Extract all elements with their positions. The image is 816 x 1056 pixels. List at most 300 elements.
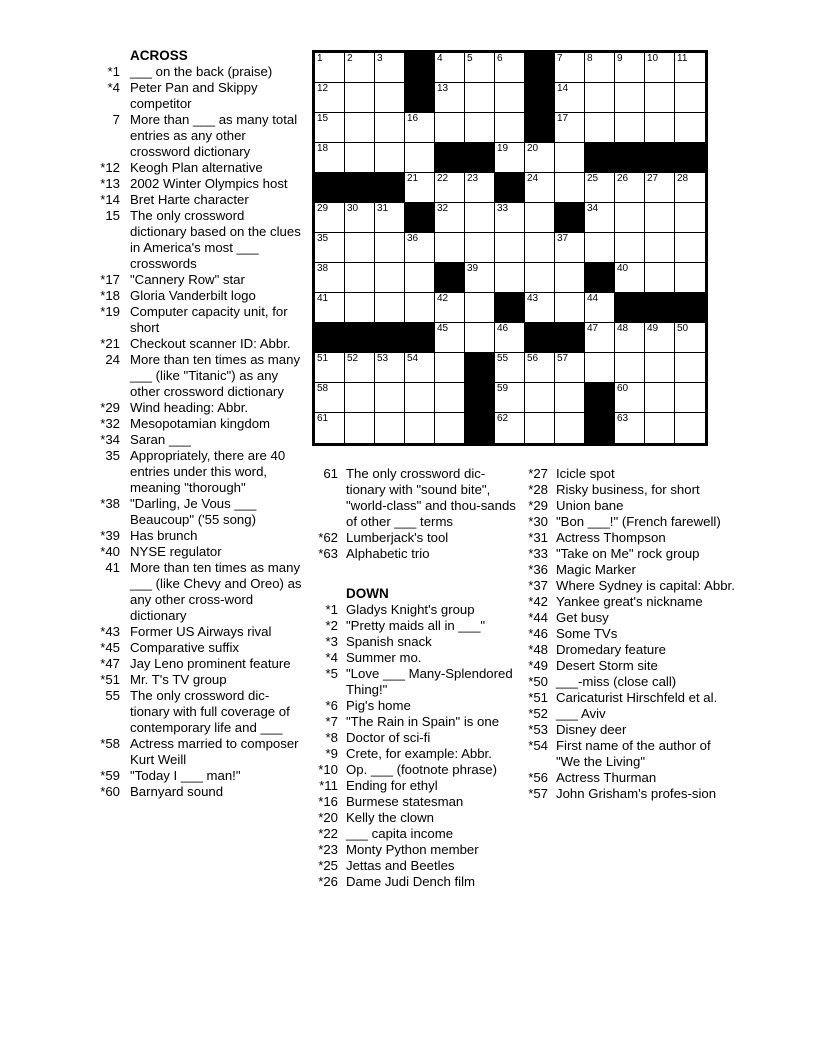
grid-cell[interactable] [585,83,615,113]
grid-cell[interactable] [555,263,585,293]
cell-number: 19 [497,143,509,154]
cell-number: 42 [437,293,449,304]
clue [306,714,518,730]
black-cell [675,143,705,173]
across-title: ACROSS [130,48,188,63]
clue-text: Dame Judi Dench film [346,874,475,889]
grid-cell[interactable] [645,383,675,413]
clue-number: *39 [100,528,120,543]
clue-number: *26 [318,874,338,889]
clue [512,610,738,626]
grid-cell[interactable] [405,383,435,413]
clue [306,602,518,618]
grid-cell[interactable] [555,173,585,203]
grid-cell[interactable] [675,263,705,293]
grid-cell[interactable] [645,413,675,443]
clue-text: Ending for ethyl [346,778,438,793]
cell-number: 58 [317,383,329,394]
clue [84,528,304,544]
grid-cell[interactable] [555,383,585,413]
clue-text: ___ on the back (praise) [130,64,273,79]
clue [84,272,304,288]
grid-cell[interactable] [555,233,585,263]
grid-cell[interactable] [525,233,555,263]
grid-cell[interactable] [675,53,705,83]
cell-number: 63 [617,413,629,424]
clue-number: *27 [528,466,548,481]
grid-cell[interactable] [585,293,615,323]
clue-text: Mr. T's TV group [130,672,227,687]
clue-text: Yankee great's nickname [556,594,703,609]
grid-cell[interactable] [435,233,465,263]
grid-cell[interactable] [525,293,555,323]
grid-cell[interactable] [435,173,465,203]
grid-cell[interactable] [465,233,495,263]
grid-cell[interactable] [555,113,585,143]
grid-cell[interactable] [585,323,615,353]
cell-number: 62 [497,413,509,424]
clue [512,706,738,722]
cell-number: 27 [647,173,659,184]
grid-cell[interactable] [585,353,615,383]
cell-number: 11 [677,53,688,64]
clue [512,658,738,674]
clue [306,698,518,714]
grid-cell[interactable] [435,323,465,353]
grid-cell[interactable] [405,173,435,203]
clue [84,416,304,432]
grid-cell[interactable] [615,413,645,443]
grid-cell[interactable] [375,353,405,383]
black-cell [585,413,615,443]
clue [512,674,738,690]
clue [84,624,304,640]
across-clue-list-continued [306,466,518,562]
grid-cell[interactable] [465,323,495,353]
grid-cell[interactable] [645,323,675,353]
black-cell [585,263,615,293]
black-cell [465,383,495,413]
grid-cell[interactable] [315,413,345,443]
clue [84,496,304,528]
clue-text: Actress married to composer Kurt Weill [130,736,299,767]
cell-number: 50 [677,323,689,334]
grid-cell[interactable] [375,263,405,293]
cell-number: 16 [407,113,419,124]
grid-cell[interactable] [645,173,675,203]
grid-cell[interactable] [435,383,465,413]
grid-cell[interactable] [525,143,555,173]
clue [84,160,304,176]
clue-text: Caricaturist Hirschfeld et al. [556,690,718,705]
grid-cell[interactable] [495,53,525,83]
grid-cell[interactable] [675,413,705,443]
clue [306,874,518,890]
grid-cell[interactable] [345,233,375,263]
grid-cell[interactable] [675,203,705,233]
clue-text: "Pretty maids all in ___" [346,618,486,633]
grid-cell[interactable] [435,413,465,443]
grid-cell[interactable] [375,83,405,113]
grid-cell[interactable] [585,53,615,83]
grid-cell[interactable] [675,323,705,353]
grid-cell[interactable] [405,143,435,173]
clue-text: ___ Aviv [556,706,606,721]
clue-number: *11 [319,778,338,793]
clue [512,722,738,738]
grid-cell[interactable] [585,113,615,143]
black-cell [405,323,435,353]
grid-cell[interactable] [315,383,345,413]
clue-number: *22 [318,826,338,841]
clue-text: Peter Pan and Skippy competitor [130,80,258,111]
grid-cell[interactable] [465,263,495,293]
grid-cell[interactable] [315,203,345,233]
black-cell [585,143,615,173]
grid-cell[interactable] [345,413,375,443]
grid-cell[interactable] [345,143,375,173]
clue-number: *57 [528,786,548,801]
clue [84,736,304,768]
grid-cell[interactable] [495,383,525,413]
grid-cell[interactable] [315,353,345,383]
clue [306,778,518,794]
grid-cell[interactable] [675,383,705,413]
grid-cell[interactable] [495,113,525,143]
clue [84,784,304,800]
cell-number: 22 [437,173,449,184]
grid-cell[interactable] [465,293,495,323]
clue-number: *50 [528,674,548,689]
grid-cell[interactable] [615,233,645,263]
clue-number: *47 [100,656,120,671]
grid-cell[interactable] [495,263,525,293]
grid-cell[interactable] [555,293,585,323]
clue-text: Gladys Knight's group [346,602,475,617]
grid-cell[interactable] [315,233,345,263]
clue-text: Jettas and Beetles [346,858,455,873]
black-cell [645,293,675,323]
across-clue-list [84,64,304,800]
clue [84,112,304,160]
cell-number: 49 [647,323,659,334]
grid-cell[interactable] [555,143,585,173]
grid-cell[interactable] [435,293,465,323]
cell-number: 38 [317,263,329,274]
grid-cell[interactable] [375,113,405,143]
clue [306,618,518,634]
clue-text: "Bon ___!" (French farewell) [556,514,721,529]
black-cell [615,143,645,173]
clue-text: Kelly the clown [346,810,434,825]
grid-cell[interactable] [315,53,345,83]
clue [512,530,738,546]
grid-cell[interactable] [465,203,495,233]
clue-number: *12 [100,160,120,175]
grid-cell[interactable] [375,203,405,233]
clue [306,466,518,530]
clue-text: Saran ___ [130,432,191,447]
grid-cell[interactable] [345,383,375,413]
clue [84,544,304,560]
grid-cell[interactable] [555,413,585,443]
clue-number: *7 [325,714,338,729]
clue [84,288,304,304]
black-cell [465,413,495,443]
clue-number: *46 [528,626,548,641]
clue-number: *62 [318,530,338,545]
grid-cell[interactable] [345,353,375,383]
clue-text: "Take on Me" rock group [556,546,700,561]
clue-number: *53 [528,722,548,737]
clue-number: *9 [325,746,338,761]
clue-text: The only crossword dic-tionary with "sound bite", "world-class" and thou-sands of other ___ terms [346,466,516,529]
grid-cell[interactable] [465,113,495,143]
grid-cell[interactable] [615,263,645,293]
clue-number: *17 [100,272,120,287]
grid-cell[interactable] [645,53,675,83]
grid-cell[interactable] [405,233,435,263]
grid-cell[interactable] [645,263,675,293]
grid-cell[interactable] [465,173,495,203]
grid-cell[interactable] [525,353,555,383]
clue [306,730,518,746]
clue-text: NYSE regulator [130,544,222,559]
clue [306,634,518,650]
clue-number: *32 [100,416,120,431]
grid-cell[interactable] [435,203,465,233]
clue-text: Get busy [556,610,609,625]
clue-number: *28 [528,482,548,497]
clue-number: *31 [528,530,548,545]
clue-text: Spanish snack [346,634,432,649]
grid-cell[interactable] [675,353,705,383]
grid-cell[interactable] [615,113,645,143]
grid-cell[interactable] [345,263,375,293]
grid-cell[interactable] [525,173,555,203]
black-cell [435,143,465,173]
clue-number: *40 [100,544,120,559]
grid-cell[interactable] [465,53,495,83]
black-cell [555,323,585,353]
cell-number: 17 [557,113,569,124]
grid-cell[interactable] [405,353,435,383]
down-title: DOWN [346,586,389,601]
grid-cell[interactable] [315,83,345,113]
grid-cell[interactable] [405,113,435,143]
grid-cell[interactable] [375,53,405,83]
clue-text: "Love ___ Many-Splendored Thing!" [346,666,513,697]
clue-number: 35 [105,448,120,463]
grid-cell[interactable] [645,233,675,263]
grid-cell[interactable] [375,143,405,173]
cell-number: 47 [587,323,599,334]
grid-cell[interactable] [675,83,705,113]
grid-cell[interactable] [615,173,645,203]
grid-cell[interactable] [435,353,465,383]
clue [306,762,518,778]
black-cell [585,383,615,413]
cell-number: 30 [347,203,359,214]
black-cell [375,323,405,353]
grid-cell[interactable] [585,203,615,233]
cell-number: 39 [467,263,479,274]
grid-cell[interactable] [615,353,645,383]
grid-cell[interactable] [375,233,405,263]
clue [84,688,304,736]
clue-number: *59 [100,768,120,783]
clue-text: Appropriately, there are 40 entries under this word, meaning "thorough" [130,448,286,495]
clue-number: *63 [318,546,338,561]
clue-number: *37 [528,578,548,593]
grid-cell[interactable] [675,173,705,203]
black-cell [525,53,555,83]
clue-number: *13 [100,176,120,191]
clue-text: Has brunch [130,528,198,543]
black-cell [675,293,705,323]
grid-cell[interactable] [645,83,675,113]
grid-cell[interactable] [465,83,495,113]
grid-cell[interactable] [345,83,375,113]
grid-cell[interactable] [405,263,435,293]
grid-cell[interactable] [435,113,465,143]
clue-text: Some TVs [556,626,618,641]
clue-number: *45 [100,640,120,655]
grid-cell[interactable] [315,143,345,173]
clue-number: *43 [100,624,120,639]
grid-cell[interactable] [345,293,375,323]
clue [512,498,738,514]
clue-number: *1 [325,602,338,617]
grid-cell[interactable] [375,383,405,413]
black-cell [465,143,495,173]
clue [512,546,738,562]
grid-cell[interactable] [345,53,375,83]
clue-text: Op. ___ (footnote phrase) [346,762,498,777]
cell-number: 9 [617,53,623,64]
black-cell [405,53,435,83]
grid-cell[interactable] [555,353,585,383]
cell-number: 46 [497,323,509,334]
cell-number: 55 [497,353,509,364]
clue-number: *20 [318,810,338,825]
grid-cell[interactable] [615,83,645,113]
grid-cell[interactable] [615,203,645,233]
cell-number: 52 [347,353,359,364]
clue-number: *51 [100,672,120,687]
grid-cell[interactable] [345,113,375,143]
black-cell [525,323,555,353]
clue-number: *38 [100,496,120,511]
clue-text: Magic Marker [556,562,636,577]
grid-cell[interactable] [675,233,705,263]
clue [84,64,304,80]
clue-number: *48 [528,642,548,657]
grid-cell[interactable] [615,383,645,413]
cell-number: 36 [407,233,419,244]
cell-number: 15 [317,113,329,124]
clue-text: Actress Thompson [556,530,666,545]
clue-text: More than ten times as many ___ (like Chevy and Oreo) as any other cross-word dictionary [130,560,302,623]
grid-cell[interactable] [615,53,645,83]
black-cell [495,173,525,203]
grid-cell[interactable] [405,413,435,443]
grid-cell[interactable] [495,203,525,233]
clue [84,672,304,688]
clue-number: *51 [528,690,548,705]
crossword-grid [312,50,708,446]
grid-cell[interactable] [585,173,615,203]
clue-number: *21 [100,336,120,351]
clue-text: Alphabetic trio [346,546,430,561]
grid-cell[interactable] [675,113,705,143]
clue [84,336,304,352]
grid-cell[interactable] [375,293,405,323]
grid-cell[interactable] [495,353,525,383]
grid-cell[interactable] [345,203,375,233]
clue [84,560,304,624]
grid-cell[interactable] [315,293,345,323]
cell-number: 20 [527,143,539,154]
grid-cell[interactable] [585,233,615,263]
clue [306,530,518,546]
clue-number: *56 [528,770,548,785]
grid-cell[interactable] [495,413,525,443]
grid-cell[interactable] [435,53,465,83]
clue [84,768,304,784]
black-cell [465,353,495,383]
black-cell [345,173,375,203]
black-cell [315,173,345,203]
right-clues-column [512,466,738,802]
black-cell [375,173,405,203]
grid-cell[interactable] [495,83,525,113]
black-cell [405,203,435,233]
clue [306,746,518,762]
clue-text: Mesopotamian kingdom [130,416,271,431]
grid-cell[interactable] [375,413,405,443]
clue [306,810,518,826]
grid-cell[interactable] [495,233,525,263]
grid-cell[interactable] [645,113,675,143]
grid-cell[interactable] [555,83,585,113]
clue [512,594,738,610]
cell-number: 43 [527,293,539,304]
cell-number: 51 [317,353,329,364]
grid-cell[interactable] [615,323,645,353]
grid-cell[interactable] [315,263,345,293]
clue-number: 7 [112,112,120,127]
grid-cell[interactable] [555,53,585,83]
cell-number: 7 [557,53,563,64]
grid-cell[interactable] [315,113,345,143]
grid-cell[interactable] [435,83,465,113]
grid-cell[interactable] [525,383,555,413]
clue [84,352,304,400]
grid-cell[interactable] [525,203,555,233]
grid-cell[interactable] [645,203,675,233]
grid-cell[interactable] [495,323,525,353]
clue-text: Wind heading: Abbr. [130,400,249,415]
grid-cell[interactable] [525,413,555,443]
grid-cell[interactable] [645,353,675,383]
cell-number: 37 [557,233,569,244]
grid-cell[interactable] [525,263,555,293]
grid-cell[interactable] [405,293,435,323]
clue-number: *29 [528,498,548,513]
clue [84,176,304,192]
grid-cell[interactable] [495,143,525,173]
